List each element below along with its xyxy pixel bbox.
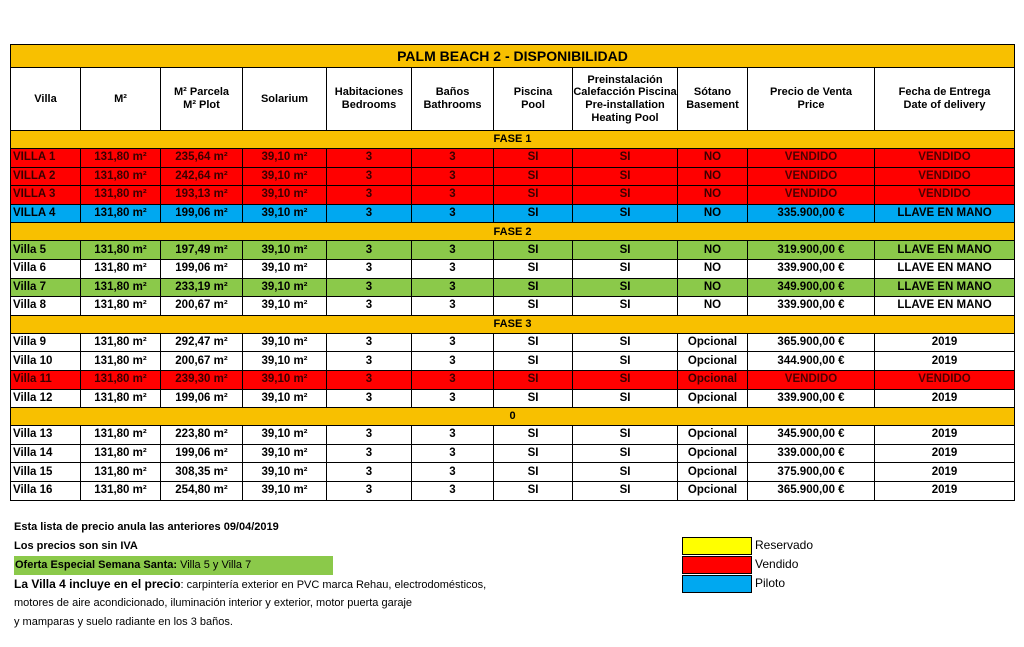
cell-bedrooms: 3: [327, 204, 412, 223]
header-basement-line: Sótano: [693, 86, 732, 99]
villa-row: [11, 333, 1015, 352]
cell-heating-pool: SI: [573, 333, 678, 352]
cell-villa: Villa 16: [11, 481, 81, 500]
cell-price: 365.900,00 €: [748, 481, 875, 500]
cell-plot: 199,06 m²: [161, 389, 243, 408]
header-price-line: Price: [797, 99, 825, 111]
cell-plot: 199,06 m²: [161, 444, 243, 463]
cell-solarium: 39,10 m²: [243, 481, 327, 500]
cell-bedrooms: 3: [327, 297, 412, 316]
cell-solarium: 39,10 m²: [243, 426, 327, 445]
cell-price: VENDIDO: [748, 167, 875, 186]
cell-plot: 223,80 m²: [161, 426, 243, 445]
cell-m2: 131,80 m²: [81, 389, 161, 408]
cell-plot: 199,06 m²: [161, 259, 243, 278]
cell-bedrooms: 3: [327, 370, 412, 389]
cell-heating-pool: SI: [573, 204, 678, 223]
cell-bathrooms: 3: [412, 481, 494, 500]
header-solarium-line: Solarium: [260, 92, 309, 105]
cell-bathrooms: 3: [412, 278, 494, 297]
cell-price: VENDIDO: [748, 149, 875, 168]
cell-heating-pool: SI: [573, 297, 678, 316]
villa-row: [11, 149, 1015, 168]
villa-row: [11, 463, 1015, 482]
header-plot-line: M² Plot: [183, 99, 220, 111]
cell-pool: SI: [494, 444, 573, 463]
header-villa: [11, 68, 81, 131]
cell-plot: 292,47 m²: [161, 333, 243, 352]
cell-bedrooms: 3: [327, 389, 412, 408]
cell-bathrooms: 3: [412, 186, 494, 205]
cell-price: 339.900,00 €: [748, 389, 875, 408]
cell-basement: Opcional: [678, 370, 748, 389]
cell-pool: SI: [494, 259, 573, 278]
cell-heating-pool: SI: [573, 444, 678, 463]
cell-villa: Villa 11: [11, 370, 81, 389]
villa-row: [11, 204, 1015, 223]
header-heating-pool: [573, 68, 678, 131]
cell-villa: Villa 6: [11, 259, 81, 278]
legend-swatch: [682, 575, 752, 593]
cell-villa: Villa 15: [11, 463, 81, 482]
cell-bedrooms: 3: [327, 444, 412, 463]
cell-solarium: 39,10 m²: [243, 149, 327, 168]
legend-swatch: [682, 556, 752, 574]
cell-bathrooms: 3: [412, 204, 494, 223]
availability-table: [10, 44, 1015, 501]
phase-row: [11, 408, 1015, 426]
cell-price: 335.900,00 €: [748, 204, 875, 223]
cell-m2: 131,80 m²: [81, 149, 161, 168]
cell-delivery-date: VENDIDO: [875, 167, 1015, 186]
cell-solarium: 39,10 m²: [243, 278, 327, 297]
cell-delivery-date: 2019: [875, 481, 1015, 500]
cell-plot: 242,64 m²: [161, 167, 243, 186]
cell-basement: NO: [678, 186, 748, 205]
villa-row: [11, 481, 1015, 500]
cell-pool: SI: [494, 333, 573, 352]
cell-pool: SI: [494, 204, 573, 223]
villa-row: [11, 259, 1015, 278]
cell-bedrooms: 3: [327, 149, 412, 168]
cell-price: 339.900,00 €: [748, 259, 875, 278]
cell-basement: Opcional: [678, 463, 748, 482]
cell-plot: 308,35 m²: [161, 463, 243, 482]
cell-plot: 200,67 m²: [161, 352, 243, 371]
cell-price: 349.900,00 €: [748, 278, 875, 297]
header-m2-line: M²: [114, 92, 127, 105]
villa4-line1: : carpintería exterior en PVC marca Rehau, electrodomésticos,: [180, 579, 487, 591]
header-bedrooms-line: Habitaciones: [334, 86, 404, 99]
villa-row: [11, 278, 1015, 297]
cell-bedrooms: 3: [327, 186, 412, 205]
cell-basement: Opcional: [678, 352, 748, 371]
cell-bathrooms: 3: [412, 259, 494, 278]
cell-bathrooms: 3: [412, 333, 494, 352]
phase-row: [11, 131, 1015, 149]
cell-basement: NO: [678, 259, 748, 278]
villa-row: [11, 241, 1015, 260]
cell-heating-pool: SI: [573, 481, 678, 500]
villa-row: [11, 389, 1015, 408]
cell-pool: SI: [494, 370, 573, 389]
price-list-note: Esta lista de precio anula las anteriores 09/04/2019: [14, 521, 279, 533]
cell-heating-pool: SI: [573, 259, 678, 278]
cell-bedrooms: 3: [327, 481, 412, 500]
cell-heating-pool: SI: [573, 186, 678, 205]
header-bedrooms-line: Bedrooms: [341, 99, 397, 111]
cell-solarium: 39,10 m²: [243, 297, 327, 316]
cell-plot: 235,64 m²: [161, 149, 243, 168]
cell-m2: 131,80 m²: [81, 426, 161, 445]
header-heating-pool-line: Calefacción Piscina: [573, 86, 677, 99]
cell-delivery-date: VENDIDO: [875, 149, 1015, 168]
phase-label: FASE 3: [11, 315, 1015, 333]
cell-price: 345.900,00 €: [748, 426, 875, 445]
cell-basement: NO: [678, 297, 748, 316]
cell-price: 375.900,00 €: [748, 463, 875, 482]
cell-bedrooms: 3: [327, 259, 412, 278]
header-villa-line: Villa: [34, 92, 57, 105]
cell-bathrooms: 3: [412, 426, 494, 445]
cell-basement: NO: [678, 278, 748, 297]
villa4-line3: y mamparas y suelo radiante en los 3 baños.: [14, 616, 233, 628]
cell-bedrooms: 3: [327, 333, 412, 352]
villa4-line2: motores de aire acondicionado, iluminación interior y exterior, motor puerta garaje: [14, 597, 413, 609]
cell-bathrooms: 3: [412, 463, 494, 482]
cell-bedrooms: 3: [327, 278, 412, 297]
cell-heating-pool: SI: [573, 389, 678, 408]
cell-bathrooms: 3: [412, 370, 494, 389]
cell-bedrooms: 3: [327, 167, 412, 186]
cell-pool: SI: [494, 352, 573, 371]
cell-basement: NO: [678, 149, 748, 168]
cell-delivery-date: VENDIDO: [875, 186, 1015, 205]
cell-m2: 131,80 m²: [81, 167, 161, 186]
villa-row: [11, 352, 1015, 371]
cell-bathrooms: 3: [412, 444, 494, 463]
cell-price: 365.900,00 €: [748, 333, 875, 352]
cell-price: 339.000,00 €: [748, 444, 875, 463]
notes: [14, 518, 486, 632]
villa-row: [11, 186, 1015, 205]
cell-delivery-date: 2019: [875, 352, 1015, 371]
cell-bathrooms: 3: [412, 389, 494, 408]
villa-row: [11, 297, 1015, 316]
header-delivery-date-line: Date of delivery: [903, 99, 986, 111]
cell-heating-pool: SI: [573, 370, 678, 389]
villa4-label: La Villa 4 incluye en el precio: [14, 577, 181, 591]
cell-delivery-date: LLAVE EN MANO: [875, 259, 1015, 278]
cell-price: VENDIDO: [748, 186, 875, 205]
cell-m2: 131,80 m²: [81, 186, 161, 205]
cell-villa: VILLA 3: [11, 186, 81, 205]
phase-row: [11, 315, 1015, 333]
cell-bathrooms: 3: [412, 149, 494, 168]
header-row: [11, 68, 1015, 131]
header-heating-pool-line: Pre-installation: [585, 99, 665, 111]
cell-basement: Opcional: [678, 481, 748, 500]
cell-plot: 233,19 m²: [161, 278, 243, 297]
phase-label: 0: [11, 408, 1015, 426]
header-pool-line: Pool: [521, 99, 545, 111]
cell-bathrooms: 3: [412, 167, 494, 186]
legend-label: Vendido: [755, 557, 799, 571]
cell-villa: VILLA 1: [11, 149, 81, 168]
cell-m2: 131,80 m²: [81, 278, 161, 297]
cell-solarium: 39,10 m²: [243, 204, 327, 223]
cell-plot: 197,49 m²: [161, 241, 243, 260]
header-basement-line: Basement: [686, 99, 739, 111]
header-bedrooms: [327, 68, 412, 131]
cell-villa: Villa 7: [11, 278, 81, 297]
cell-pool: SI: [494, 241, 573, 260]
cell-plot: 200,67 m²: [161, 297, 243, 316]
cell-bedrooms: 3: [327, 352, 412, 371]
cell-heating-pool: SI: [573, 149, 678, 168]
cell-villa: Villa 12: [11, 389, 81, 408]
header-price: [748, 68, 875, 131]
villa-row: [11, 426, 1015, 445]
cell-m2: 131,80 m²: [81, 463, 161, 482]
cell-basement: Opcional: [678, 444, 748, 463]
cell-solarium: 39,10 m²: [243, 389, 327, 408]
cell-delivery-date: 2019: [875, 426, 1015, 445]
header-solarium: [243, 68, 327, 131]
cell-villa: VILLA 4: [11, 204, 81, 223]
cell-bedrooms: 3: [327, 241, 412, 260]
cell-delivery-date: 2019: [875, 444, 1015, 463]
cell-m2: 131,80 m²: [81, 204, 161, 223]
cell-plot: 239,30 m²: [161, 370, 243, 389]
cell-plot: 254,80 m²: [161, 481, 243, 500]
cell-delivery-date: VENDIDO: [875, 370, 1015, 389]
cell-m2: 131,80 m²: [81, 352, 161, 371]
header-pool: [494, 68, 573, 131]
cell-m2: 131,80 m²: [81, 444, 161, 463]
cell-solarium: 39,10 m²: [243, 333, 327, 352]
cell-pool: SI: [494, 278, 573, 297]
cell-price: 344.900,00 €: [748, 352, 875, 371]
offer-note: [14, 556, 333, 575]
offer-value: Villa 5 y Villa 7: [177, 559, 252, 571]
cell-solarium: 39,10 m²: [243, 167, 327, 186]
villa-row: [11, 167, 1015, 186]
header-pool-line: Piscina: [513, 86, 553, 99]
cell-bathrooms: 3: [412, 352, 494, 371]
header-delivery-date: [875, 68, 1015, 131]
cell-basement: NO: [678, 167, 748, 186]
cell-m2: 131,80 m²: [81, 370, 161, 389]
cell-solarium: 39,10 m²: [243, 370, 327, 389]
cell-delivery-date: LLAVE EN MANO: [875, 204, 1015, 223]
cell-villa: Villa 9: [11, 333, 81, 352]
header-plot-line: M² Parcela: [173, 86, 230, 99]
cell-heating-pool: SI: [573, 463, 678, 482]
cell-heating-pool: SI: [573, 352, 678, 371]
cell-pool: SI: [494, 463, 573, 482]
cell-basement: NO: [678, 241, 748, 260]
cell-delivery-date: 2019: [875, 389, 1015, 408]
cell-villa: Villa 13: [11, 426, 81, 445]
cell-m2: 131,80 m²: [81, 297, 161, 316]
sheet-title: PALM BEACH 2 - DISPONIBILIDAD: [11, 45, 1015, 68]
header-basement: [678, 68, 748, 131]
header-delivery-date-line: Fecha de Entrega: [898, 86, 991, 99]
phase-label: FASE 2: [11, 223, 1015, 241]
cell-m2: 131,80 m²: [81, 259, 161, 278]
header-bathrooms-line: Bathrooms: [423, 99, 482, 111]
cell-solarium: 39,10 m²: [243, 444, 327, 463]
header-m2: [81, 68, 161, 131]
cell-basement: Opcional: [678, 333, 748, 352]
header-price-line: Precio de Venta: [770, 86, 852, 99]
cell-m2: 131,80 m²: [81, 241, 161, 260]
phase-label: FASE 1: [11, 131, 1015, 149]
cell-bedrooms: 3: [327, 426, 412, 445]
cell-villa: Villa 10: [11, 352, 81, 371]
cell-pool: SI: [494, 389, 573, 408]
cell-delivery-date: LLAVE EN MANO: [875, 297, 1015, 316]
cell-m2: 131,80 m²: [81, 481, 161, 500]
cell-pool: SI: [494, 297, 573, 316]
header-heating-pool-line: Heating Pool: [591, 111, 659, 124]
villa-row: [11, 370, 1015, 389]
cell-price: 339.900,00 €: [748, 297, 875, 316]
cell-plot: 193,13 m²: [161, 186, 243, 205]
cell-heating-pool: SI: [573, 167, 678, 186]
cell-heating-pool: SI: [573, 426, 678, 445]
cell-villa: VILLA 2: [11, 167, 81, 186]
cell-villa: Villa 5: [11, 241, 81, 260]
cell-villa: Villa 8: [11, 297, 81, 316]
cell-delivery-date: 2019: [875, 333, 1015, 352]
villa-row: [11, 444, 1015, 463]
phase-row: [11, 223, 1015, 241]
cell-plot: 199,06 m²: [161, 204, 243, 223]
cell-bathrooms: 3: [412, 241, 494, 260]
header-plot: [161, 68, 243, 131]
header-heating-pool-line: Preinstalación: [587, 73, 663, 86]
cell-villa: Villa 14: [11, 444, 81, 463]
cell-solarium: 39,10 m²: [243, 463, 327, 482]
cell-basement: Opcional: [678, 389, 748, 408]
cell-pool: SI: [494, 426, 573, 445]
legend-label: Piloto: [755, 576, 786, 590]
cell-solarium: 39,10 m²: [243, 352, 327, 371]
header-bathrooms-line: Baños: [435, 86, 470, 99]
cell-pool: SI: [494, 149, 573, 168]
cell-delivery-date: LLAVE EN MANO: [875, 278, 1015, 297]
cell-pool: SI: [494, 481, 573, 500]
header-bathrooms: [412, 68, 494, 131]
legend-label: Reservado: [755, 538, 814, 552]
cell-bathrooms: 3: [412, 297, 494, 316]
cell-heating-pool: SI: [573, 241, 678, 260]
cell-delivery-date: LLAVE EN MANO: [875, 241, 1015, 260]
cell-solarium: 39,10 m²: [243, 186, 327, 205]
cell-solarium: 39,10 m²: [243, 241, 327, 260]
cell-basement: Opcional: [678, 426, 748, 445]
cell-basement: NO: [678, 204, 748, 223]
cell-pool: SI: [494, 186, 573, 205]
vat-note: Los precios son sin IVA: [14, 540, 138, 552]
legend-swatch: [682, 537, 752, 555]
cell-price: 319.900,00 €: [748, 241, 875, 260]
cell-price: VENDIDO: [748, 370, 875, 389]
cell-delivery-date: 2019: [875, 463, 1015, 482]
offer-label: Oferta Especial Semana Santa:: [15, 559, 178, 571]
cell-solarium: 39,10 m²: [243, 259, 327, 278]
cell-pool: SI: [494, 167, 573, 186]
cell-heating-pool: SI: [573, 278, 678, 297]
cell-bedrooms: 3: [327, 463, 412, 482]
cell-m2: 131,80 m²: [81, 333, 161, 352]
